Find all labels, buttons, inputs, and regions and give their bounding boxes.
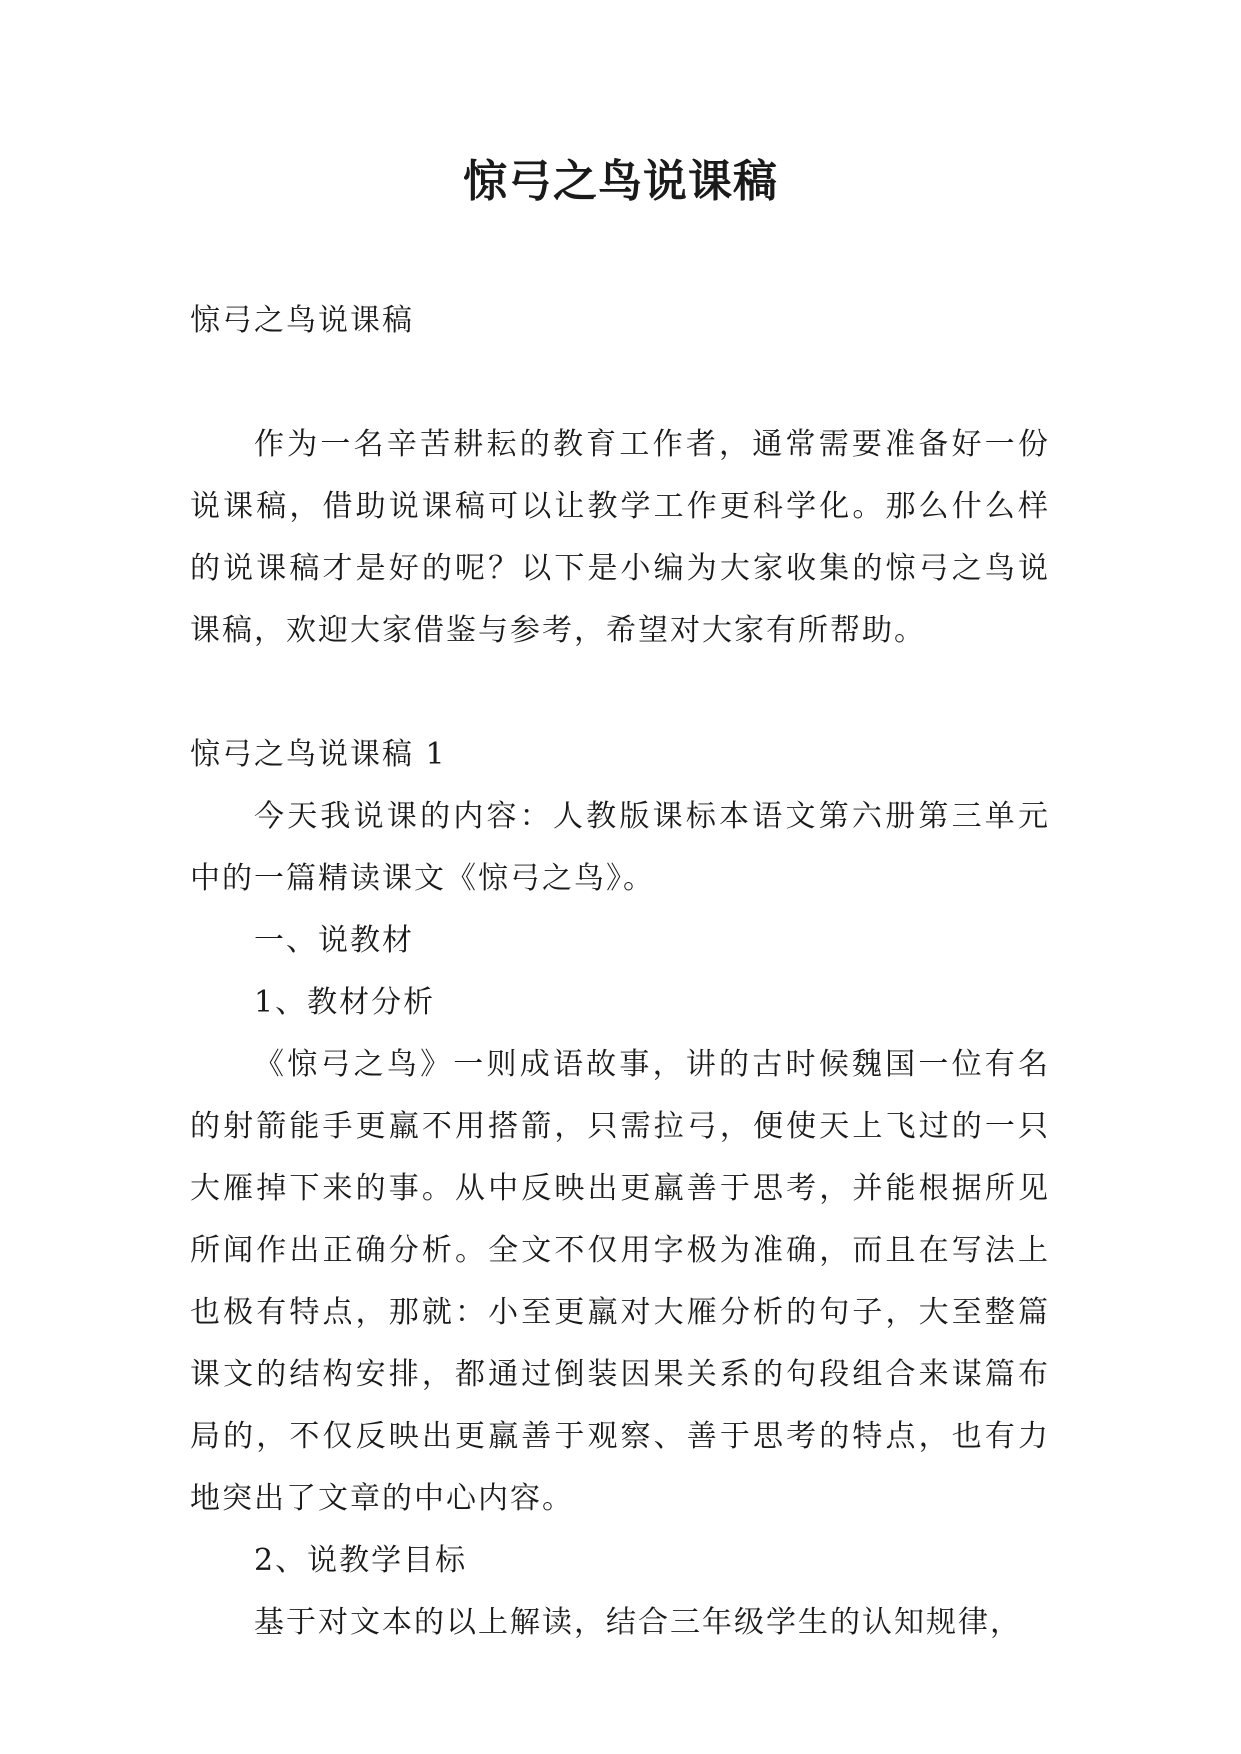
heading-teaching-material: 一、说教材 — [254, 923, 414, 958]
section-heading: 惊弓之鸟说课稿 1 — [190, 737, 447, 772]
teaching-goals-paragraph: 基于对文本的以上解读，结合三年级学生的认知规律， — [254, 1605, 1022, 1640]
heading-teaching-goals: 2、说教学目标 — [254, 1543, 468, 1578]
document-subtitle: 惊弓之鸟说课稿 — [190, 303, 414, 338]
heading-material-analysis: 1、教材分析 — [254, 985, 436, 1020]
material-analysis-paragraph: 《惊弓之鸟》一则成语故事，讲的古时候魏国一位有名的射箭能手更羸不用搭箭，只需拉弓，便使天上飞过的一只大雁掉下来的事。从中反映出更羸善于思考，并能根据所见所闻作出正确分析。全文不仅用字极为准确，而且在写法上也极有特点，那就：小至更羸对大雁分析的句子，大至整篇课文的结构安排，都通过倒装因果关系的句段组合来谋篇布局的，不仅反映出更羸善于观察、善于思考的特点，也有力地突出了文章的中心内容。 — [190, 1047, 1050, 1516]
intro-paragraph: 作为一名辛苦耕耘的教育工作者，通常需要准备好一份说课稿，借助说课稿可以让教学工作更科学化。那么什么样的说课稿才是好的呢？以下是小编为大家收集的惊弓之鸟说课稿，欢迎大家借鉴与参考，希望对大家有所帮助。 — [190, 427, 1050, 648]
lesson-content-paragraph: 今天我说课的内容：人教版课标本语文第六册第三单元中的一篇精读课文《惊弓之鸟》。 — [190, 799, 1050, 896]
document-body — [190, 290, 1050, 1654]
document-title: 惊弓之鸟说课稿 — [463, 156, 778, 207]
